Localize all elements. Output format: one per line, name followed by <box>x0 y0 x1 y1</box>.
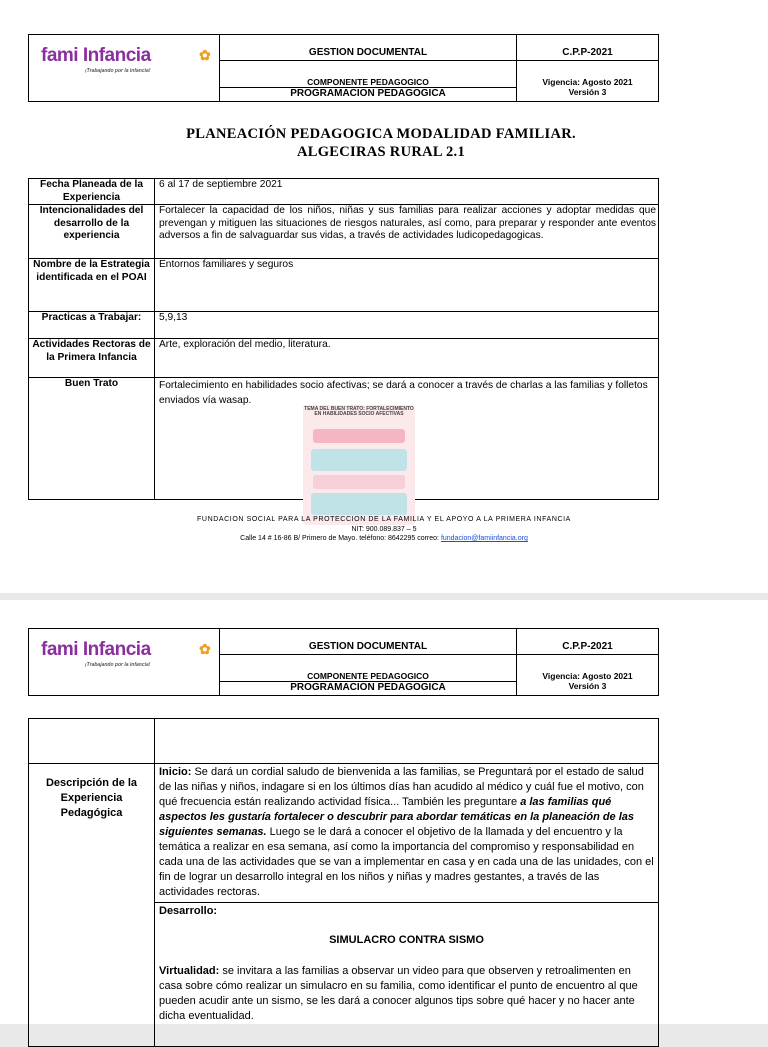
table-row <box>29 259 659 312</box>
simulacro-title: SIMULACRO CONTRA SISMO <box>329 934 484 946</box>
logo-tagline: ¡Trabajando por la infancia! <box>85 68 151 74</box>
header-vigencia: Vigencia: Agosto 2021 <box>517 655 659 681</box>
row-label: Intencionalidades del desarrollo de la experiencia <box>29 205 155 259</box>
header-code: C.P.P-2021 <box>517 629 659 655</box>
infographic-block <box>313 429 405 443</box>
logo-tagline: ¡Trabajando por la infancia! <box>85 662 151 668</box>
desarrollo-cell <box>155 903 659 1047</box>
row-value: 6 al 17 de septiembre 2021 <box>155 179 659 205</box>
logo-sun-icon: ✿ <box>199 47 211 63</box>
row-label: Buen Trato <box>29 378 155 500</box>
header-programacion: PROGRAMACION PEDAGOGICA <box>220 87 517 101</box>
header-programacion: PROGRAMACION PEDAGOGICA <box>220 681 517 695</box>
header-version: Versión 3 <box>517 87 659 101</box>
table-row <box>29 764 659 903</box>
header-code: C.P.P-2021 <box>517 35 659 61</box>
logo-sun-icon: ✿ <box>199 641 211 657</box>
header-version: Versión 3 <box>517 681 659 695</box>
row-label: Actividades Rectoras de la Primera Infancia <box>29 339 155 378</box>
header-componente: COMPONENTE PEDAGOGICO <box>220 655 517 681</box>
row-value: Entornos familiares y seguros <box>155 259 659 312</box>
footer-address-text: Calle 14 # 16-86 B/ Primero de Mayo. teléfono: 8642295 correo: <box>240 535 441 542</box>
empty-cell <box>29 719 155 764</box>
logo-text: fami Infancia <box>41 45 151 66</box>
row-label: Fecha Planeada de la Experiencia <box>29 179 155 205</box>
infographic-block <box>311 449 407 471</box>
logo-text: fami Infancia <box>41 639 151 660</box>
row-value: Arte, exploración del medio, literatura. <box>155 339 659 378</box>
title-line-1: PLANEACIÓN PEDAGOGICA MODALIDAD FAMILIAR. <box>186 126 576 142</box>
row-value: Fortalecimiento en habilidades socio afectivas; se dará a conocer a través de charlas a las familias y folletos enviados vía wasap. <box>155 378 659 500</box>
empty-cell <box>155 719 659 764</box>
desc-label: Descripción de la Experiencia Pedagógica <box>29 764 155 1047</box>
footer-email-link[interactable]: fundacion@famiinfancia.org <box>440 535 528 542</box>
virtualidad-label: Virtualidad: <box>159 965 220 977</box>
document-header <box>28 34 659 102</box>
table-row <box>29 312 659 339</box>
row-value: Fortalecer la capacidad de los niños, niñas y sus familias para realizar acciones y adoptar medidas que prevengan y mitiguen las situaciones de riesgos naturales, así como, para preparar y responder ante eventos adversos a fin de salvaguardar sus vidas, a través de actividades ludicopedagogicas. <box>155 205 659 259</box>
row-label: Nombre de la Estrategia identificada en el POAI <box>29 259 155 312</box>
description-table <box>28 718 659 1047</box>
footer-nit: NIT: 900.089.837 – 5 <box>351 525 417 533</box>
virtualidad-text: se invitara a las familias a observar un video para que observen y retroalimenten en casa sobre cómo realizar un simulacro en su familia, como identificar el punto de encuentro al que pueden acudir ante un sismo, se les dará a conocer algunos tips sobre qué hacer y no hacer ante dicha eventualidad. <box>159 965 638 1022</box>
page-2 <box>0 600 768 1024</box>
row-value: 5,9,13 <box>155 312 659 339</box>
logo-cell <box>29 629 220 696</box>
header-gestion: GESTION DOCUMENTAL <box>220 629 517 655</box>
document-header <box>28 628 659 696</box>
infographic-title: TEMA DEL BUEN TRATO: FORTALECIMIENTO EN HABILIDADES SOCIO AFECTIVAS <box>304 406 414 417</box>
footer-org: FUNDACION SOCIAL PARA LA PROTECCION DE LA FAMILIA Y EL APOYO A LA PRIMERA INFANCIA <box>197 516 571 523</box>
inicio-emphasis: a las familias qué aspectos les gustaría fortalecer o descubrir para abordar temáticas en la planeación de las siguientes semanas. <box>159 796 635 838</box>
buen-trato-infographic <box>303 405 415 525</box>
page-footer <box>0 515 768 544</box>
logo <box>29 629 219 695</box>
header-componente: COMPONENTE PEDAGOGICO <box>220 61 517 87</box>
document-title <box>28 125 734 161</box>
title-line-2: ALGECIRAS RURAL 2.1 <box>296 144 466 160</box>
footer-address <box>0 534 768 544</box>
inicio-text-1: Se dará un cordial saludo de bienvenida a las familias, se Preguntará por el estado de salud de las niñas y niños, indagare si en los últimos días han acudido al médico y cuál fue el motivo, con qué frecuencia están realizando actividad física... También les preguntare <box>159 766 644 808</box>
logo-cell <box>29 35 220 102</box>
header-vigencia: Vigencia: Agosto 2021 <box>517 61 659 87</box>
header-gestion: GESTION DOCUMENTAL <box>220 35 517 61</box>
infographic-block <box>313 475 405 489</box>
logo <box>29 35 219 101</box>
inicio-cell <box>155 764 659 903</box>
inicio-text-2: Luego se le dará a conocer el objetivo de la llamada y del encuentro y la temática a realizar en esa semana, así como la importancia del compromiso y responsabilidad en cada una de las actividades que se van a implementar en casa y en cada una de las unidades, con el fin de lograr un desarrollo integral en los niños y niñas y madres gestantes, a través de las actividades rectoras. <box>159 826 654 898</box>
table-row <box>29 719 659 764</box>
table-row <box>29 179 659 205</box>
infographic-block <box>311 493 407 515</box>
virtualidad-paragraph <box>159 964 654 1024</box>
table-row <box>29 339 659 378</box>
desarrollo-label: Desarrollo: <box>159 905 218 917</box>
inicio-label: Inicio: <box>159 766 192 778</box>
row-label: Practicas a Trabajar: <box>29 312 155 339</box>
table-row <box>29 205 659 259</box>
